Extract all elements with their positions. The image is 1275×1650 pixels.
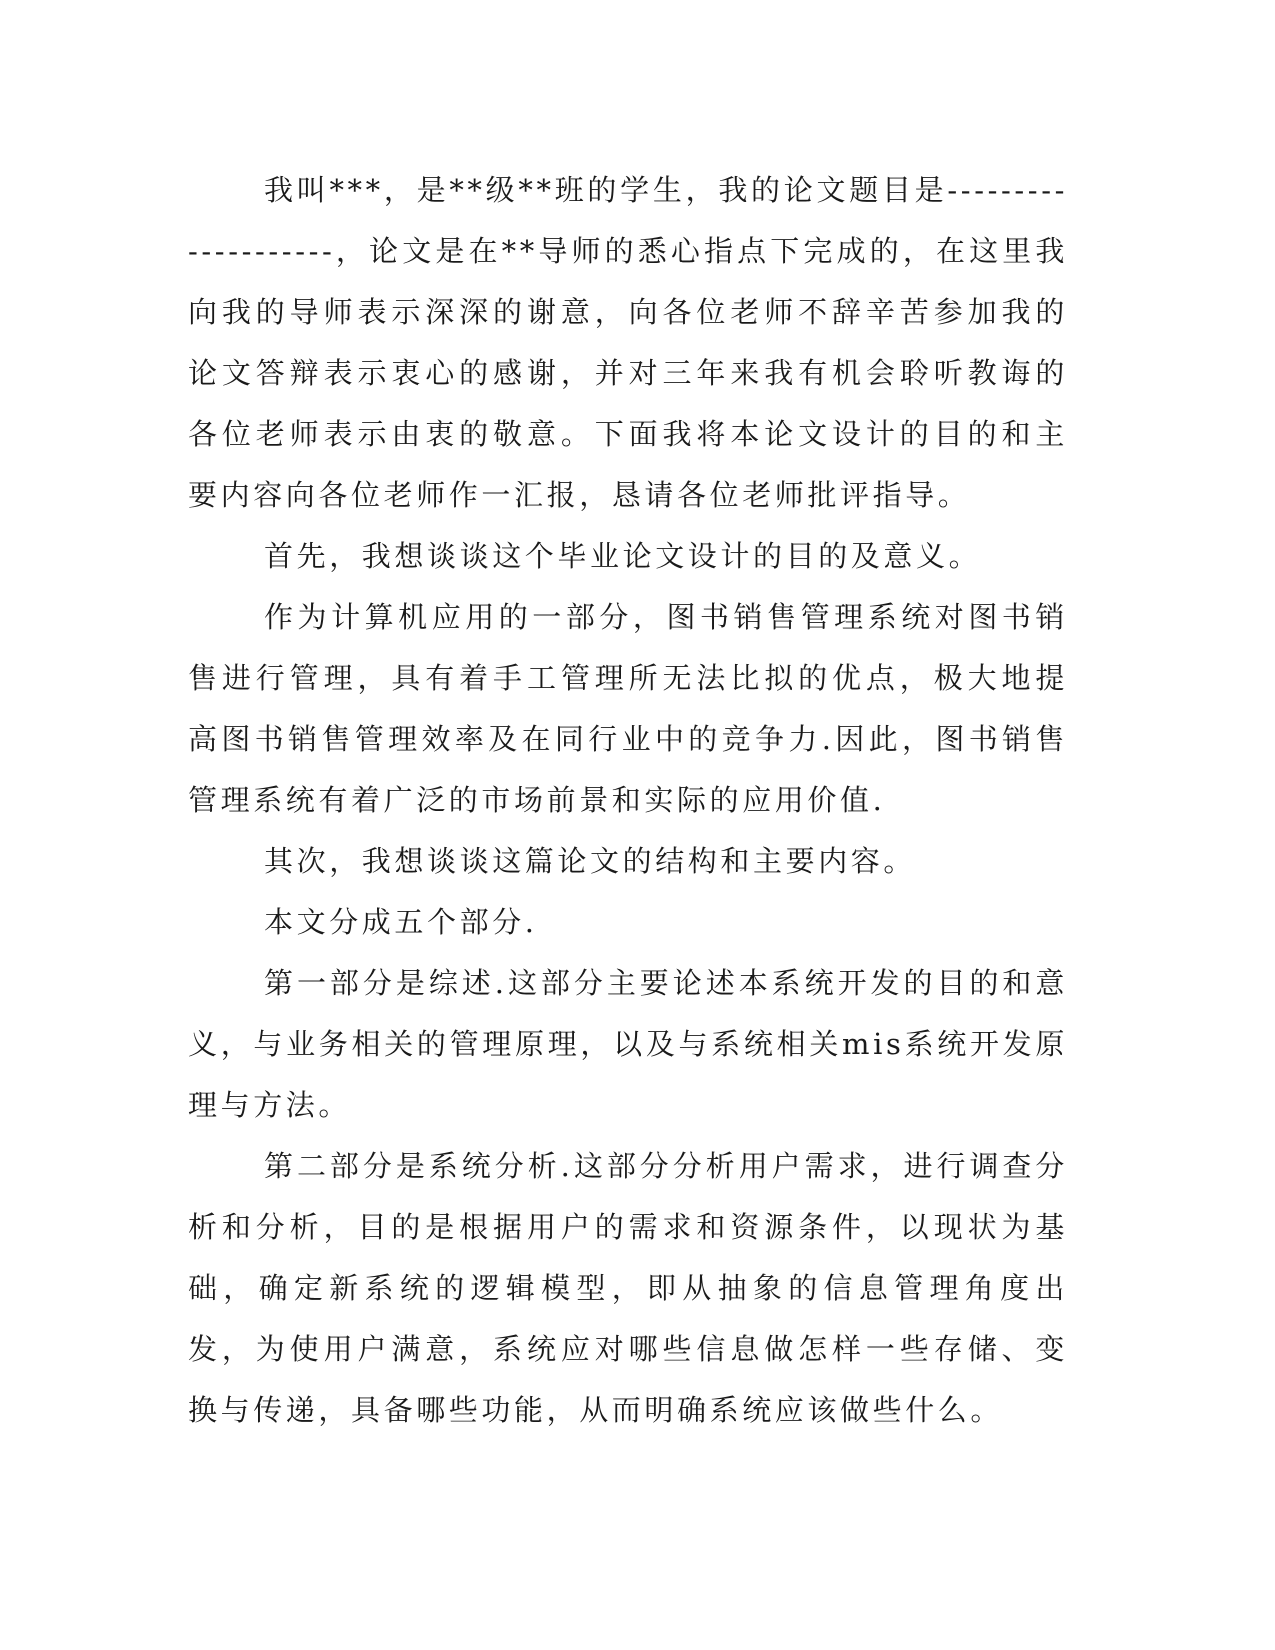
paragraph-part-one: 第一部分是综述.这部分主要论述本系统开发的目的和意义，与业务相关的管理原理，以及与系统相关mis系统开发原理与方法。 [188,966,1068,1122]
paragraph-structure-heading: 其次，我想谈谈这篇论文的结构和主要内容。 [264,844,917,878]
paragraph-five-parts: 本文分成五个部分. [264,905,538,939]
document-body [188,160,1068,1441]
paragraph-purpose-heading: 首先，我想谈谈这个毕业论文设计的目的及意义。 [264,539,982,573]
paragraph-part-two: 第二部分是系统分析.这部分分析用户需求，进行调查分析和分析，目的是根据用户的需求和资源条件，以现状为基础，确定新系统的逻辑模型，即从抽象的信息管理角度出发，为使用户满意，系统应对哪些信息做怎样一些存储、变换与传递，具备哪些功能，从而明确系统应该做些什么。 [188,1149,1068,1427]
paragraph-introduction: 我叫***，是**级**班的学生，我的论文题目是--------------------，论文是在**导师的悉心指点下完成的，在这里我向我的导师表示深深的谢意，向各位老师不辞辛苦参加我的论文答辩表示衷心的感谢，并对三年来我有机会聆听教诲的各位老师表示由衷的敬意。下面我将本论文设计的目的和主要内容向各位老师作一汇报，恳请各位老师批评指导。 [188,173,1068,512]
paragraph-purpose-body: 作为计算机应用的一部分，图书销售管理系统对图书销售进行管理，具有着手工管理所无法比拟的优点，极大地提高图书销售管理效率及在同行业中的竞争力.因此，图书销售管理系统有着广泛的市场前景和实际的应用价值. [188,600,1068,817]
